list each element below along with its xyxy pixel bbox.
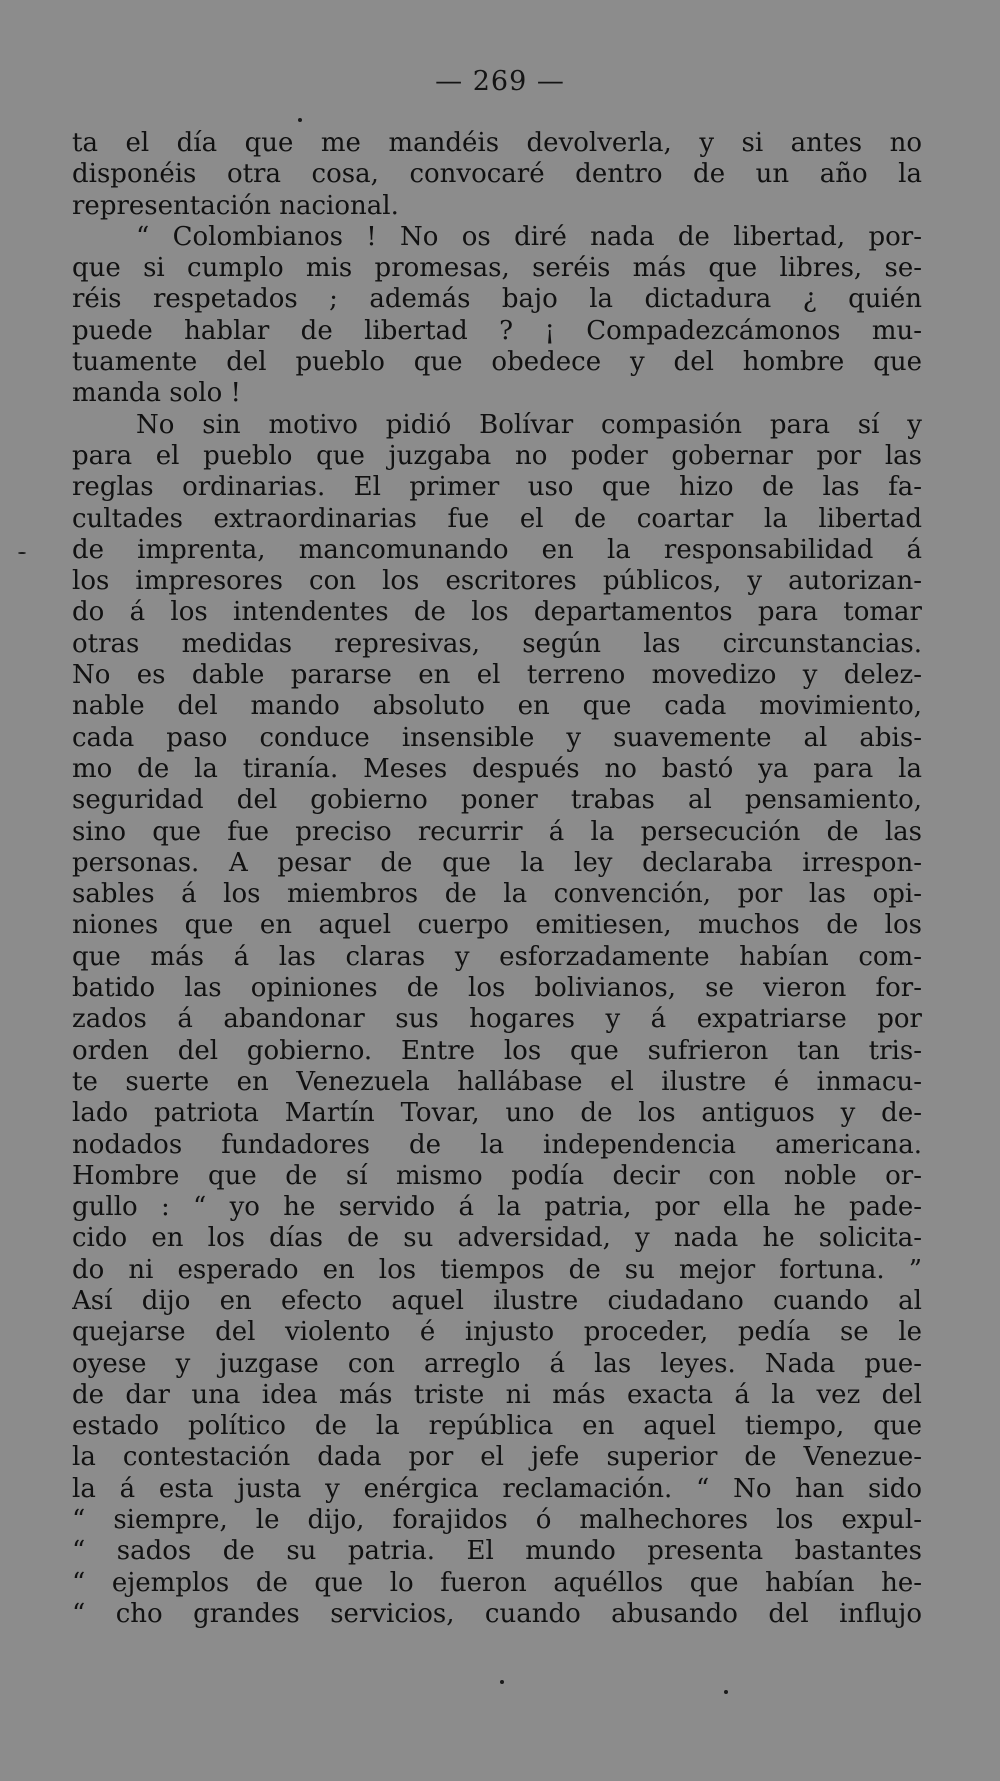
text-line: tuamente del pueblo que obedece y del hombre que xyxy=(72,347,922,378)
text-line: do ni esperado en los tiempos de su mejor fortuna. ” xyxy=(72,1254,922,1285)
body-text xyxy=(72,128,922,1630)
text-line: quejarse del violento é injusto proceder, pedía se le xyxy=(72,1317,922,1348)
text-line: ta el día que me mandéis devolverla, y si antes no xyxy=(72,128,922,158)
text-line: los impresores con los escritores públicos, y autorizan- xyxy=(72,566,922,597)
text-line: “ sados de su patria. El mundo presenta bastantes xyxy=(72,1536,922,1567)
text-line: mo de la tiranía. Meses después no bastó ya para la xyxy=(72,753,922,784)
print-speck xyxy=(724,1690,728,1694)
text-line: lado patriota Martín Tovar, uno de los antiguos y de- xyxy=(72,1098,922,1129)
text-line: cido en los días de su adversidad, y nada he solicita- xyxy=(72,1223,922,1254)
text-line: seguridad del gobierno poner trabas al pensamiento, xyxy=(72,785,922,816)
text-line: No es dable pararse en el terreno movedizo y delez- xyxy=(72,660,922,691)
text-line: Hombre que de sí mismo podía decir con noble or- xyxy=(72,1160,922,1191)
page-number: — 269 — xyxy=(435,66,565,97)
text-line: que más á las claras y esforzadamente habían com- xyxy=(72,941,922,972)
text-line: No sin motivo pidió Bolívar compasión para sí y xyxy=(136,409,922,440)
text-line: réis respetados ; además bajo la dictadura ¿ quién xyxy=(72,284,922,315)
text-line: zados á abandonar sus hogares y á expatriarse por xyxy=(72,1004,922,1035)
text-line: Así dijo en efecto aquel ilustre ciudadano cuando al xyxy=(72,1285,922,1316)
print-speck xyxy=(18,552,26,554)
text-line: sino que fue preciso recurrir á la persecución de las xyxy=(72,816,922,847)
text-line: oyese y juzgase con arreglo á las leyes. Nada pue- xyxy=(72,1348,922,1379)
text-line: nodados fundadores de la independencia americana. xyxy=(72,1129,922,1160)
text-line: de imprenta, mancomunando en la responsabilidad á xyxy=(72,534,922,565)
text-line: personas. A pesar de que la ley declaraba irrespon- xyxy=(72,847,922,878)
print-speck xyxy=(500,1680,504,1684)
text-line: que si cumplo mis promesas, seréis más que libres, se- xyxy=(72,253,922,284)
text-line: cada paso conduce insensible y suavemente al abis- xyxy=(72,722,922,753)
text-line: nable del mando absoluto en que cada movimiento, xyxy=(72,691,922,722)
text-line: cultades extraordinarias fue el de coartar la libertad xyxy=(72,503,922,534)
print-speck xyxy=(298,118,302,122)
text-line: “ cho grandes servicios, cuando abusando del influjo xyxy=(72,1598,922,1629)
text-line: te suerte en Venezuela hallábase el ilustre é inmacu- xyxy=(72,1066,922,1097)
text-line: gullo : “ yo he servido á la patria, por ella he pade- xyxy=(72,1192,922,1223)
text-line: manda solo ! xyxy=(72,378,241,409)
text-line: reglas ordinarias. El primer uso que hizo de las fa- xyxy=(72,472,922,503)
text-line: estado político de la república en aquel tiempo, que xyxy=(72,1411,922,1442)
text-line: otras medidas represivas, según las circunstancias. xyxy=(72,628,922,659)
text-line: para el pueblo que juzgaba no poder gobernar por las xyxy=(72,440,922,471)
text-line: de dar una idea más triste ni más exacta á la vez del xyxy=(72,1379,922,1410)
text-line: disponéis otra cosa, convocaré dentro de un año la xyxy=(72,159,922,190)
text-line: batido las opiniones de los bolivianos, se vieron for- xyxy=(72,973,922,1004)
text-line: “ Colombianos ! No os diré nada de libertad, por- xyxy=(136,221,922,252)
text-line: niones que en aquel cuerpo emitiesen, muchos de los xyxy=(72,910,922,941)
text-line: “ siempre, le dijo, forajidos ó malhechores los expul- xyxy=(72,1505,922,1536)
text-line: la contestación dada por el jefe superior de Venezue- xyxy=(72,1442,922,1473)
text-line: orden del gobierno. Entre los que sufrieron tan tris- xyxy=(72,1035,922,1066)
text-line: la á esta justa y enérgica reclamación. “ No han sido xyxy=(72,1473,922,1504)
text-line: puede hablar de libertad ? ¡ Compadezcámonos mu- xyxy=(72,315,922,346)
text-line: sables á los miembros de la convención, por las opi- xyxy=(72,879,922,910)
text-line: “ ejemplos de que lo fueron aquéllos que habían he- xyxy=(72,1567,922,1598)
text-line: do á los intendentes de los departamentos para tomar xyxy=(72,597,922,628)
text-line: representación nacional. xyxy=(72,190,399,221)
